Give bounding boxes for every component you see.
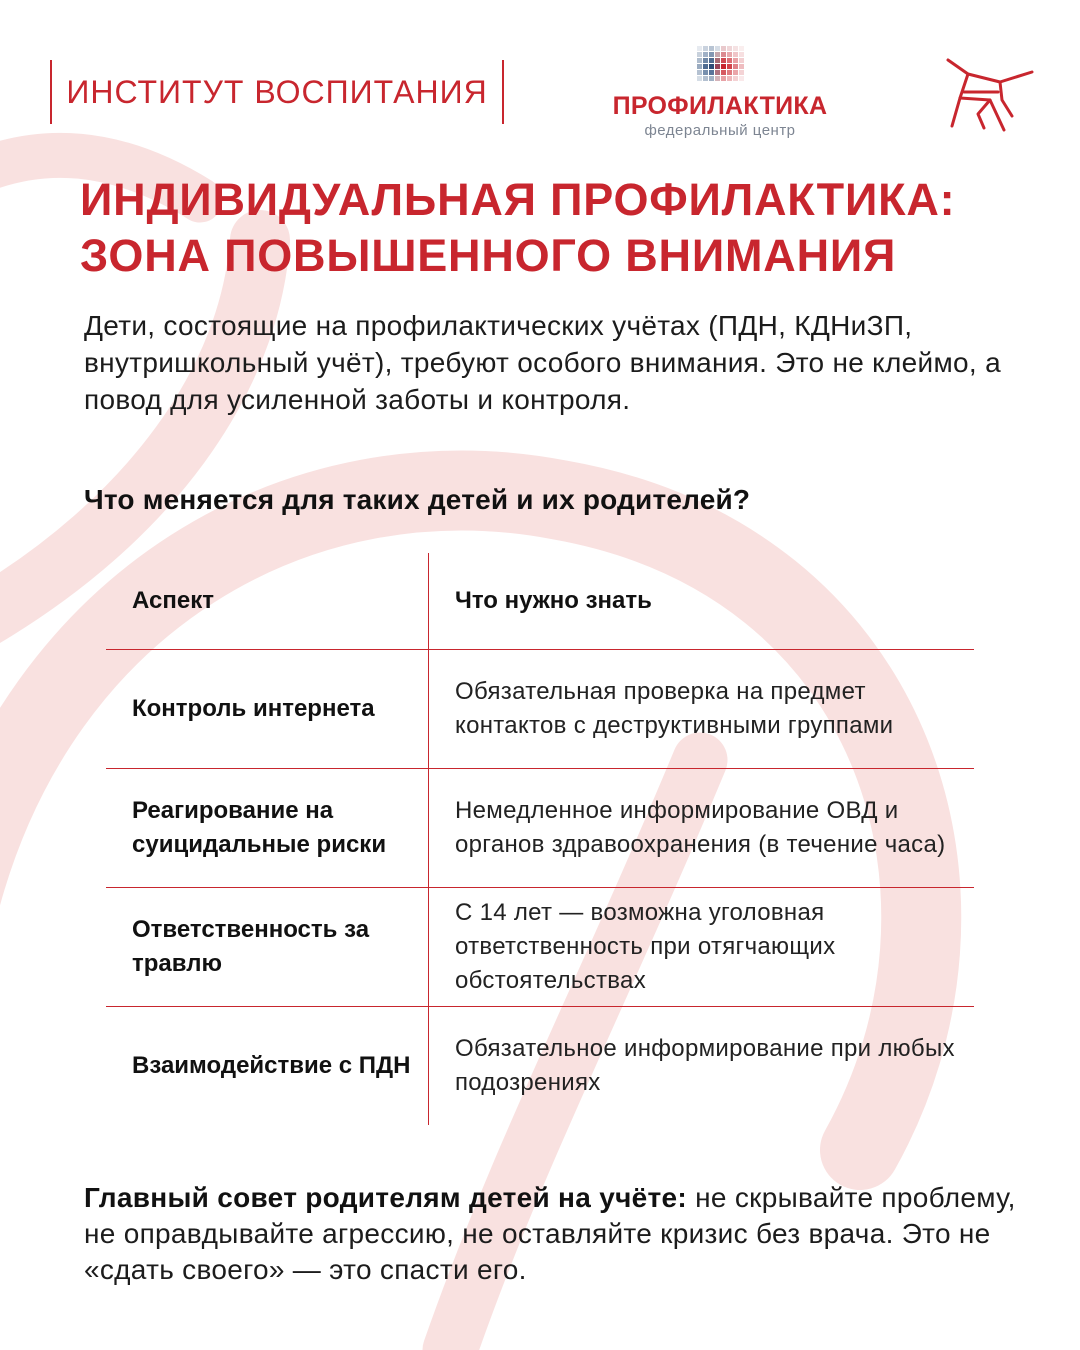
table-row: [106, 1007, 974, 1125]
table-cell-aspect: Взаимодействие с ПДН: [132, 1052, 411, 1079]
table-cell-info: Обязательная проверка на предмет контактов с деструктивными группами: [455, 678, 894, 739]
table-header-aspect: Аспект: [132, 587, 214, 614]
page-title-line1: ИНДИВИДУАЛЬНАЯ ПРОФИЛАКТИКА:: [80, 174, 956, 225]
section-subheading: Что меняется для таких детей и их родителей?: [84, 484, 751, 515]
info-table: [106, 553, 974, 1125]
page-title: [80, 172, 1040, 284]
table-cell-info: С 14 лет — возможна уголовная ответственность при отягчающих обстоятельствах: [455, 899, 836, 994]
table-cell-info: Обязательное информирование при любых подозрениях: [455, 1035, 955, 1096]
table-row: [106, 769, 974, 888]
institute-brand-text: ИНСТИТУТ ВОСПИТАНИЯ: [66, 73, 488, 110]
main-advice-lead: Главный совет родителям детей на учёте:: [84, 1182, 688, 1213]
table-cell-info: Немедленное информирование ОВД и органов здравоохранения (в течение часа): [455, 797, 946, 858]
table-cell-aspect: Реагирование на суицидальные риски: [132, 797, 387, 858]
prophylaxis-subtitle: федеральный центр: [644, 122, 796, 139]
table-header-info: Что нужно знать: [455, 587, 652, 614]
table-header-row: [106, 553, 974, 650]
prophylaxis-logo: [600, 44, 840, 144]
table-cell-aspect: Контроль интернета: [132, 695, 375, 722]
pixel-grid-icon: [697, 46, 745, 84]
prophylaxis-title: ПРОФИЛАКТИКА: [612, 92, 828, 120]
main-advice-text: не скрывайте проблему, не оправдывайте агрессию, не оставляйте кризис без врача. Это не «сдать своего» — это спасти его.: [84, 1182, 1016, 1285]
table-row: [106, 650, 974, 769]
horse-logo-icon: [940, 52, 1036, 132]
page-title-line2: ЗОНА ПОВЫШЕННОГО ВНИМАНИЯ: [80, 230, 897, 281]
main-advice: [84, 1180, 1024, 1288]
intro-paragraph: Дети, состоящие на профилактических учётах (ПДН, КДНиЗП, внутришкольный учёт), требуют особого внимания. Это не клеймо, а повод для усиленной заботы и контроля.: [84, 310, 1001, 415]
table-row: [106, 888, 974, 1007]
table-cell-aspect: Ответственность за травлю: [132, 916, 370, 977]
institute-brand: [50, 60, 504, 124]
